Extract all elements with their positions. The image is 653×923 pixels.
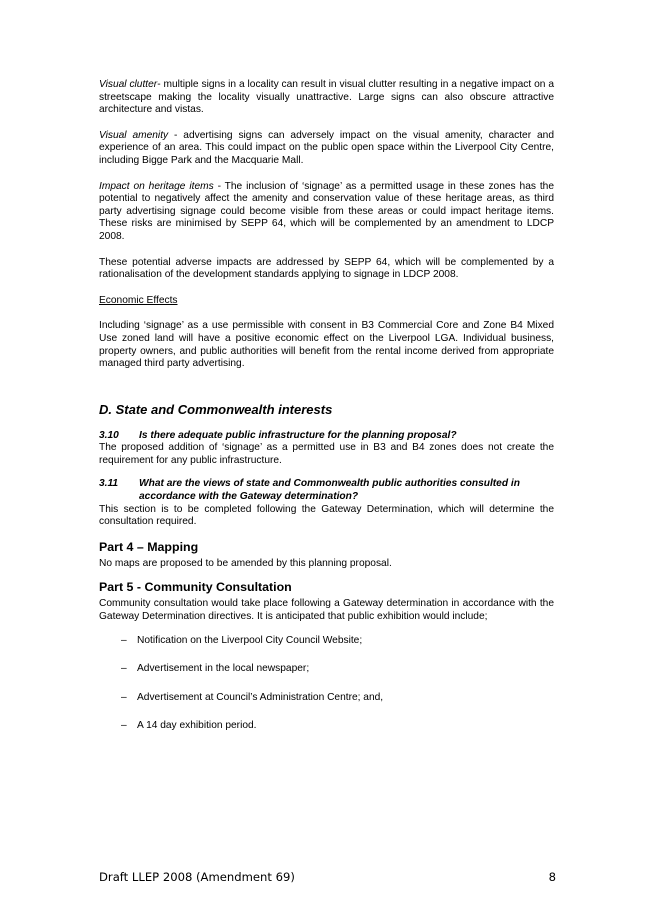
dash-bullet: – — [121, 634, 127, 646]
heritage-term: Impact on heritage items — [99, 180, 214, 192]
part-4-text: No maps are proposed to be amended by this planning proposal. — [99, 557, 392, 569]
dash-bullet: – — [121, 720, 127, 732]
question-3-10-answer: The proposed addition of ‘signage’ as a permitted use in B3 and B4 zones does not create the requirement for any public infrastructure. — [99, 442, 554, 466]
question-3-10-heading — [99, 430, 554, 443]
list-item — [99, 635, 554, 648]
heritage-paragraph — [99, 181, 554, 244]
list-item-text: Advertisement at Council’s Administration Centre; and, — [137, 691, 384, 703]
question-text: What are the views of state and Commonwealth public authorities consulted in accordance with the Gateway determination? — [139, 478, 520, 503]
list-item-text: Notification on the Liverpool City Council Website; — [137, 634, 363, 646]
dash-bullet: – — [121, 663, 127, 675]
economic-effects-heading: Economic Effects — [99, 294, 178, 306]
visual-clutter-term: Visual clutter — [99, 79, 158, 90]
exhibition-list — [99, 635, 554, 733]
question-3-11-heading — [99, 478, 554, 503]
question-number: 3.10 — [99, 429, 119, 441]
economic-effects-paragraph: Including ‘signage’ as a use permissible with consent in B3 Commercial Core and Zone B4 Mixed Use zoned land will have a positive economic effect on the Liverpool LGA. Individual business, property owners, and public authorities will benefit from the rental income derived from appropriate managed third party advertising. — [99, 320, 554, 370]
question-number: 3.11 — [99, 478, 119, 490]
part-5-title: Part 5 - Community Consultation — [99, 580, 292, 595]
dash-bullet: – — [121, 691, 127, 703]
mitigation-paragraph: These potential adverse impacts are addressed by SEPP 64, which will be complemented by a rationalisation of the development standards applying to signage in LDCP 2008. — [99, 256, 554, 281]
visual-amenity-term: Visual amenity — [99, 129, 169, 141]
heritage-text: - The inclusion of ‘signage’ as a permitted usage in these zones has the potential to negatively affect the amenity and conservation value of these heritage areas, as third party advertising signage could become visible from these areas or could impact heritage items. These risks are minimised by SEPP 64, which will be complemented by an amendment to LDCP 2008. — [99, 180, 554, 242]
part-5-text: Community consultation would take place following a Gateway determination in accordance with the Gateway Determination directives. It is anticipated that public exhibition would include; — [99, 598, 554, 623]
visual-amenity-paragraph — [99, 130, 554, 168]
page-footer — [99, 870, 556, 884]
section-d-title: D. State and Commonwealth interests — [99, 401, 333, 417]
page-number: 8 — [548, 870, 556, 884]
list-item — [99, 663, 554, 676]
visual-clutter-text: - multiple signs in a locality can result in visual clutter resulting in a negative impact on a streetscape making the locality visually unattractive. Large signs can also obscure attractive architecture and vistas. — [99, 79, 554, 116]
list-item — [99, 692, 554, 705]
question-text: Is there adequate public infrastructure for the planning proposal? — [139, 429, 457, 441]
list-item — [99, 720, 554, 733]
visual-clutter-paragraph — [99, 79, 554, 117]
list-item-text: A 14 day exhibition period. — [137, 720, 257, 732]
list-item-text: Advertisement in the local newspaper; — [137, 663, 310, 675]
visual-amenity-text: - advertising signs can adversely impact on the visual amenity, character and experience of an area. This could impact on the public open space within the Liverpool City Centre, including Bigge Park and the Macquarie Mall. — [99, 129, 554, 166]
part-4-title: Part 4 – Mapping — [99, 539, 199, 554]
footer-document-title: Draft LLEP 2008 (Amendment 69) — [99, 870, 295, 884]
page-content — [99, 79, 554, 749]
question-3-11-answer: This section is to be completed following the Gateway Determination, which will determine the consultation required. — [99, 503, 554, 528]
